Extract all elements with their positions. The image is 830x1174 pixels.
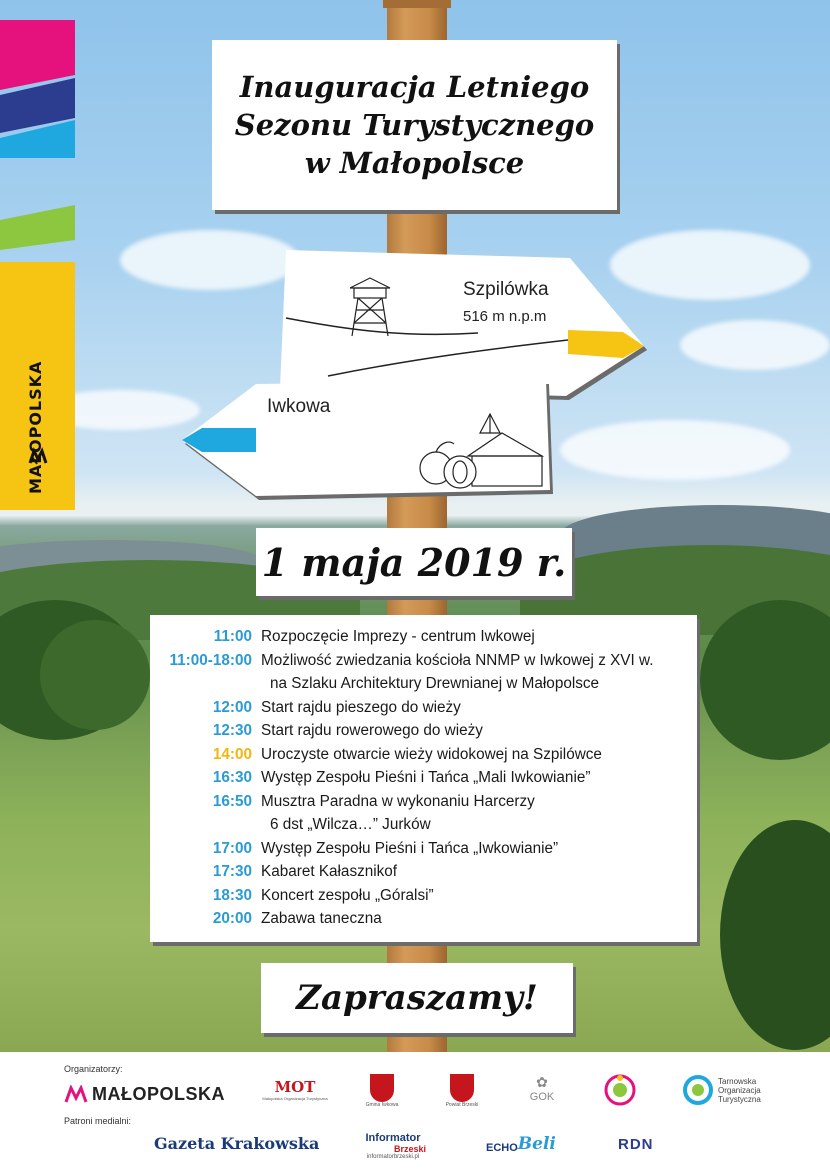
tarnowska-line2: Organizacja (718, 1085, 761, 1095)
schedule-row (150, 790, 697, 814)
brzeski-text: Brzeski (393, 1144, 426, 1154)
powiat-brzeski-logo (440, 1074, 484, 1108)
schedule-description: Występ Zespołu Pieśni i Tańca „Mali Iwkowianie” (261, 769, 591, 786)
schedule-row (150, 837, 697, 861)
schedule-time: 17:00 (212, 839, 252, 857)
title-line-3: w Małopolsce (304, 146, 525, 180)
schedule-row-continuation (150, 672, 697, 696)
iwkowa-label: Iwkowa (267, 396, 331, 417)
szpilowka-elevation: 516 m n.p.m (463, 308, 547, 325)
gmina-iwkowa-text: Gmina Iwkowa (365, 1102, 399, 1108)
schedule-description: Musztra Paradna w wykonaniu Harcerzy (261, 792, 535, 810)
malopolska-m-icon (28, 447, 48, 467)
schedule-description: Start rajdu pieszego do wieży (261, 698, 461, 716)
folk-ornament-logo (600, 1072, 640, 1110)
schedule-row (150, 766, 697, 790)
schedule-time: 11:00-18:00 (169, 651, 252, 669)
schedule-description-continued: 6 dst „Wilcza…” Jurków (270, 816, 431, 833)
schedule-description: Zabawa taneczna (261, 910, 382, 927)
schedule-sign (150, 615, 697, 942)
echo-beli-logo (486, 1134, 556, 1154)
malopolska-vertical-label: MAŁOPOLSKA (26, 360, 45, 494)
informator-text: Informator (365, 1132, 421, 1144)
signpost-pole-cap (383, 0, 451, 8)
schedule-row (150, 884, 697, 908)
closing-text: Zapraszamy! (296, 978, 538, 1018)
iwkowa-arrow-sign (180, 378, 552, 500)
schedule-row (150, 719, 697, 743)
coat-of-arms-icon (370, 1074, 394, 1102)
mot-logo-subtitle: Małopolska Organizacja Turystyczna (262, 1096, 328, 1101)
szpilowka-label: Szpilówka (463, 279, 549, 300)
cloud (560, 420, 790, 480)
brand-stripes (0, 0, 75, 260)
informator-url: informatorbrzeski.pl (366, 1154, 420, 1160)
rdn-logo: RDN (618, 1136, 654, 1153)
schedule-time: 16:50 (212, 792, 252, 810)
schedule-row-continuation (150, 813, 697, 837)
beli-text: Beli (517, 1134, 556, 1154)
schedule-list (150, 625, 697, 931)
folk-flower-icon: ✿ (536, 1074, 548, 1090)
schedule-description-continued: na Szlaku Architektury Drewnianej w Małopolsce (270, 675, 600, 692)
schedule-time: 12:30 (212, 722, 252, 739)
tree (720, 820, 830, 1050)
schedule-description: Uroczyste otwarcie wieży widokowej na Szpilówce (261, 745, 602, 763)
schedule-description: Możliwość zwiedzania kościoła NNMP w Iwkowej z XVI w. (261, 651, 654, 669)
schedule-description: Start rajdu rowerowego do wieży (261, 722, 483, 739)
informator-brzeski-logo (360, 1132, 426, 1160)
organizers-label: Organizatorzy: (64, 1064, 123, 1074)
powiat-brzeski-text: Powiat Brzeski (445, 1102, 479, 1108)
pink-stripe (0, 20, 75, 90)
schedule-row (150, 649, 697, 673)
schedule-description: Występ Zespołu Pieśni i Tańca „Iwkowianie” (261, 839, 559, 857)
gok-text: GOK (529, 1091, 555, 1103)
schedule-time: 14:00 (212, 745, 252, 763)
cloud (120, 230, 300, 290)
title-line-2: Sezonu Turystycznego (234, 108, 595, 142)
echo-text: ECHO (486, 1142, 518, 1154)
closing-sign (261, 963, 573, 1033)
malopolska-logo (64, 1084, 225, 1105)
schedule-row (150, 907, 697, 931)
malopolska-m-icon (64, 1085, 88, 1105)
title-sign (212, 40, 617, 210)
event-date: 1 maja 2019 r. (261, 539, 567, 585)
schedule-time: 18:30 (212, 886, 252, 904)
schedule-description: Kabaret Kałasznikof (261, 863, 398, 880)
tree (40, 620, 150, 730)
mot-logo (262, 1078, 328, 1101)
green-stripe (0, 205, 75, 250)
gazeta-krakowska-logo: Gazeta Krakowska (154, 1134, 320, 1153)
cloud (680, 320, 830, 370)
malopolska-logo-text: MAŁOPOLSKA (92, 1084, 225, 1104)
gok-logo (522, 1074, 562, 1103)
mot-logo-text: MOT (274, 1078, 316, 1096)
malopolska-band (0, 262, 75, 510)
title-line-1: Inauguracja Letniego (239, 70, 590, 104)
schedule-time: 11:00 (213, 628, 252, 645)
tarnowska-ot-icon (682, 1074, 714, 1106)
page-title (235, 68, 594, 182)
tarnowska-line1: Tarnowska (718, 1076, 757, 1086)
schedule-row (150, 743, 697, 767)
sponsors-footer (0, 1052, 830, 1174)
folk-ornament-icon (602, 1072, 638, 1108)
schedule-time: 16:30 (212, 769, 252, 786)
schedule-time: 20:00 (212, 910, 252, 927)
schedule-description: Koncert zespołu „Góralsi” (261, 886, 434, 904)
media-partners-label: Patroni medialni: (64, 1116, 132, 1126)
tarnowska-ot-logo (682, 1074, 761, 1106)
schedule-row (150, 860, 697, 884)
schedule-description: Rozpoczęcie Imprezy - centrum Iwkowej (261, 628, 535, 645)
schedule-row (150, 625, 697, 649)
schedule-row (150, 696, 697, 720)
schedule-time: 17:30 (212, 863, 252, 880)
schedule-time: 12:00 (212, 698, 252, 716)
coat-of-arms-icon (450, 1074, 474, 1102)
gmina-iwkowa-logo (362, 1074, 402, 1108)
date-sign (256, 528, 572, 596)
tarnowska-line3: Turystyczna (718, 1094, 761, 1104)
